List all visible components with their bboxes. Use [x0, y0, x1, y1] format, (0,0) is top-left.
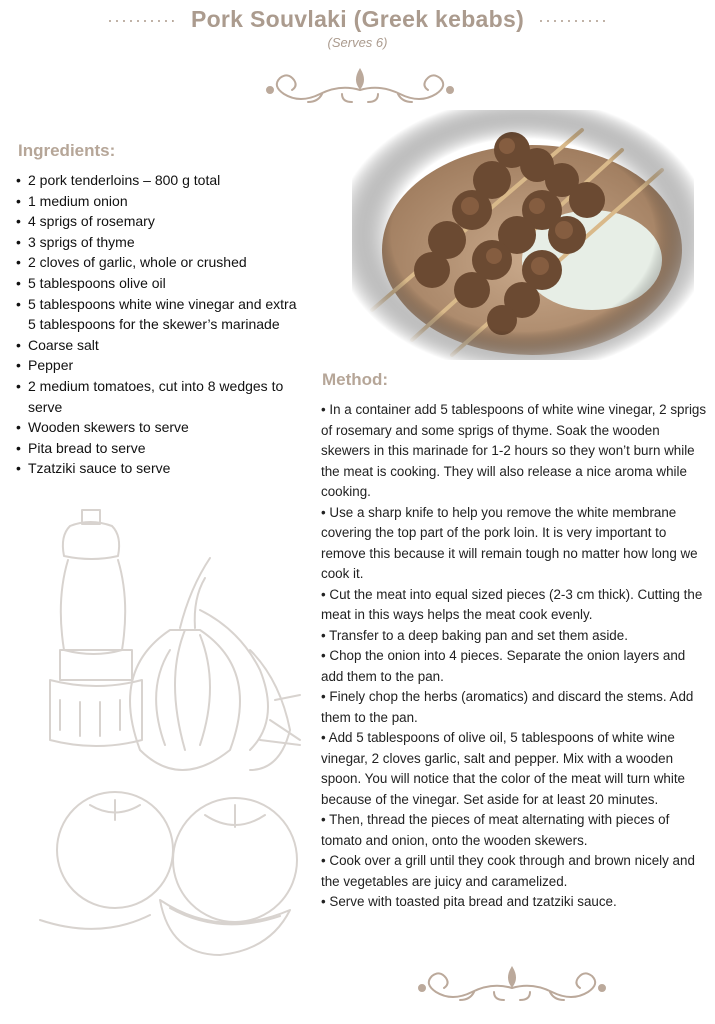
ingredient-item: • 5 tablespoons white wine vinegar and extra 5 tablespoons for the skewer’s marinade: [16, 294, 306, 335]
ingredients-heading: Ingredients:: [18, 141, 116, 160]
method-list: [321, 400, 709, 913]
ingredient-item: • 2 medium tomatoes, cut into 8 wedges to serve: [16, 376, 306, 417]
dots-left: ··········: [106, 9, 177, 30]
ingredients-list: [16, 170, 306, 479]
method-heading: Method:: [322, 370, 389, 389]
method-step: • Then, thread the pieces of meat alternating with pieces of tomato and onion, onto the wooden skewers.: [321, 812, 670, 848]
recipe-header: [0, 6, 715, 50]
dots-right: ··········: [538, 9, 608, 30]
method-step: • Serve with toasted pita bread and tzatziki sauce.: [321, 894, 617, 909]
title-row: [0, 6, 715, 33]
method-step: • Finely chop the herbs (aromatics) and discard the stems. Add them to the pan.: [321, 689, 694, 725]
ingredient-item: • 4 sprigs of rosemary: [16, 211, 306, 232]
method-step: • Chop the onion into 4 pieces. Separate the onion layers and add them to the pan.: [321, 648, 686, 684]
recipe-title: Pork Souvlaki (Greek kebabs): [190, 6, 525, 32]
ingredient-item: • Coarse salt: [16, 335, 306, 356]
flourish-ornament-icon: [414, 962, 610, 1006]
method-step: • Cut the meat into equal sized pieces (2-3 cm thick). Cutting the meat in this ways helps the meat cook evenly.: [321, 586, 703, 622]
method-step: • Use a sharp knife to help you remove the white membrane covering the top part of the pork loin. It is very important to remove this because it will remain tough no matter how long we cook it.: [321, 504, 698, 581]
ingredient-item: • Tzatziki sauce to serve: [16, 458, 306, 479]
ingredient-item: • 3 sprigs of thyme: [16, 232, 306, 253]
serves-subtitle: (Serves 6): [327, 35, 388, 50]
ingredient-item: • 2 cloves of garlic, whole or crushed: [16, 252, 306, 273]
method-step: • In a container add 5 tablespoons of white wine vinegar, 2 sprigs of rosemary and some sprigs of thyme. Soak the wooden skewers in this marinade for 1-2 hours so they won’t burn while the meat is cooking. They will also release a nice aroma while cooking.: [321, 402, 707, 499]
ingredient-item: • 2 pork tenderloins – 800 g total: [16, 170, 306, 191]
ingredient-item: • Pepper: [16, 355, 306, 376]
method-step: • Transfer to a deep baking pan and set them aside.: [321, 627, 628, 643]
method-step: • Cook over a grill until they cook through and brown nicely and the vegetables are juicy and caramelized.: [321, 853, 695, 889]
ingredient-item: • Wooden skewers to serve: [16, 417, 306, 438]
souvlaki-photo: [352, 110, 694, 360]
ingredient-item: • 1 medium onion: [16, 191, 306, 212]
kitchen-sketch-icon: [20, 500, 320, 960]
ingredient-item: • 5 tablespoons olive oil: [16, 273, 306, 294]
flourish-ornament-icon: [262, 64, 458, 108]
ingredient-item: • Pita bread to serve: [16, 438, 306, 459]
method-step: • Add 5 tablespoons of olive oil, 5 tablespoons of white wine vinegar, 2 cloves garlic, salt and pepper. Mix with a wooden spoon. You will notice that the color of the meat will turn white because of the vinegar. Set aside for at least 20 minutes.: [321, 730, 685, 807]
